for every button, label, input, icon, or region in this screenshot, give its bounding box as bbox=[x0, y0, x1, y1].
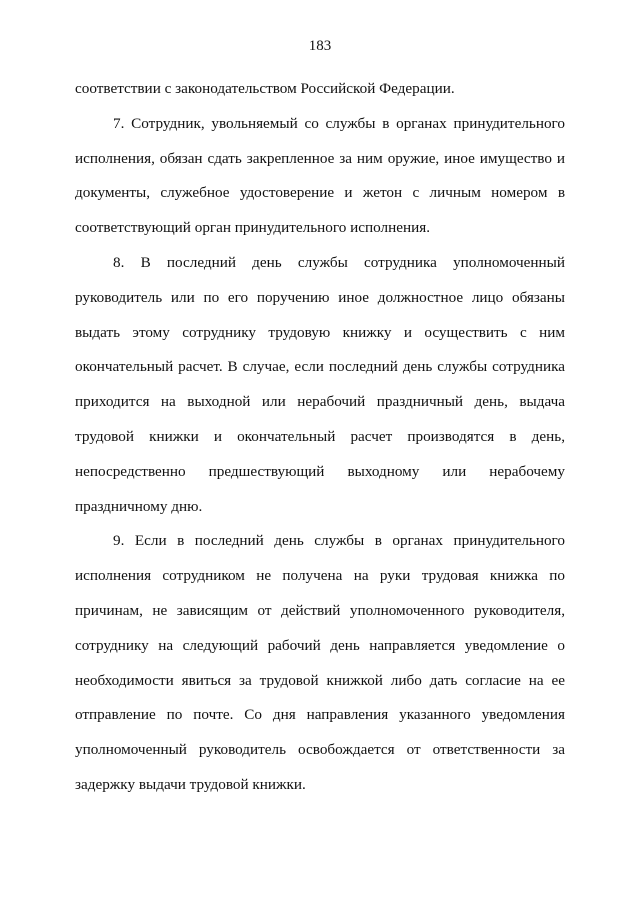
paragraph-item-9: 9. Если в последний день службы в органах принудительного исполнения сотрудником не получена на руки трудовая книжка по причинам, не зависящим от действий уполномоченного руководителя, сотруднику на следующий рабочий день направляется уведомление о необходимости явиться за трудовой книжкой либо дать согласие на ее отправление по почте. Со дня направления указанного уведомления уполномоченный руководитель освобождается от ответственности за задержку выдачи трудовой книжки. bbox=[75, 532, 565, 793]
paragraph-continuation: соответствии с законодательством Российской Федерации. bbox=[75, 80, 455, 97]
document-body bbox=[75, 72, 565, 803]
paragraph-item-7: 7. Сотрудник, увольняемый со службы в органах принудительного исполнения, обязан сдать закрепленное за ним оружие, иное имущество и документы, служебное удостоверение и жетон с личным номером в соответствующий орган принудительного исполнения. bbox=[75, 114, 565, 237]
page-number: 183 bbox=[308, 38, 332, 54]
paragraph-item-8: 8. В последний день службы сотрудника уполномоченный руководитель или по его поручению иное должностное лицо обязаны выдать этому сотруднику трудовую книжку и осуществить с ним окончательный расчет. В случае, если последний день службы сотрудника приходится на выходной или нерабочий праздничный день, выдача трудовой книжки и окончательный расчет производятся в день, непосредственно предшествующий выходному или нерабочему праздничному дню. bbox=[75, 253, 565, 515]
